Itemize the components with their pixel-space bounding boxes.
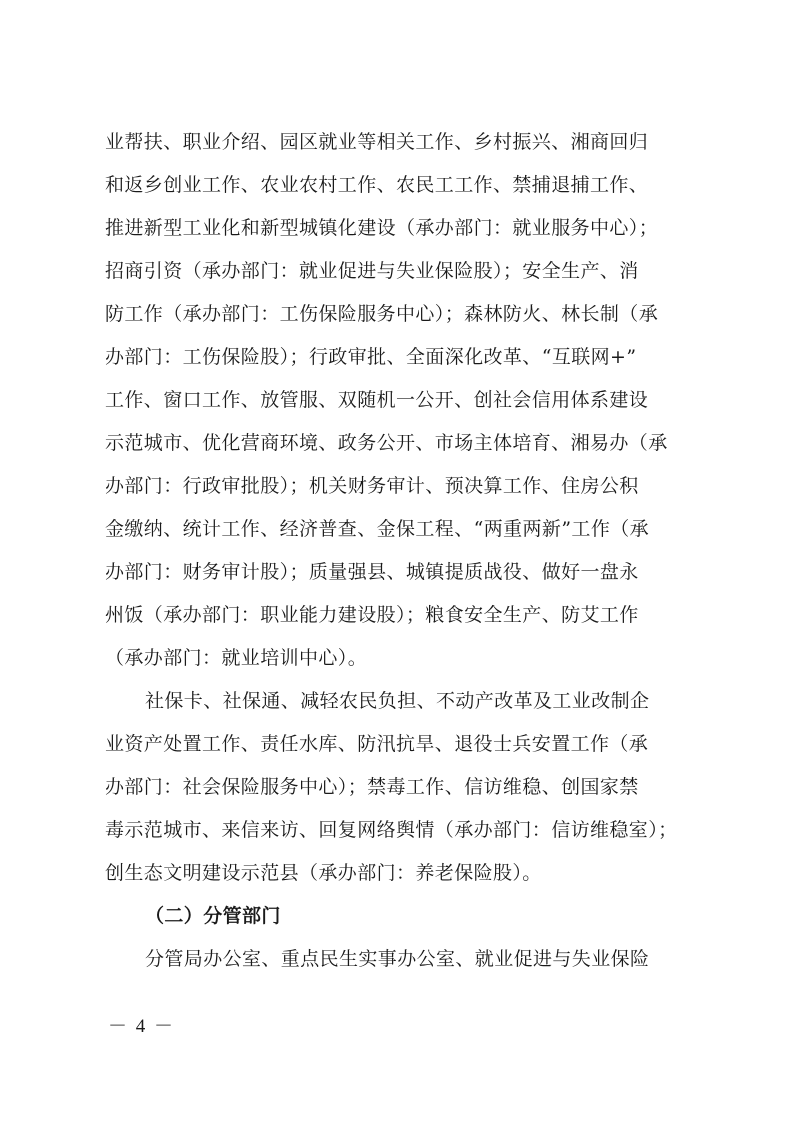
body-line: 办部门：行政审批股）；机关财务审计、预决算工作、住房公积 [105, 475, 639, 497]
body-line: 工作、窗口工作、放管服、双随机一公开、创社会信用体系建设 [105, 389, 649, 411]
body-line: 创生态文明建设示范县（承办部门：养老保险股）。 [105, 862, 542, 884]
body-line: 招商引资（承办部门：就业促进与失业保险股）；安全生产、消 [105, 260, 639, 282]
body-line: （承办部门：就业培训中心）。 [105, 647, 368, 669]
body-line: 办部门：社会保险服务中心）；禁毒工作、信访维稳、创国家禁 [105, 776, 639, 798]
paragraph-start-line: 分管局办公室、重点民生实事办公室、就业促进与失业保险 [145, 948, 650, 970]
body-line: 防工作（承办部门：工伤保险服务中心）；森林防火、林长制（承 [105, 303, 659, 325]
body-line: 和返乡创业工作、农业农村工作、农民工工作、禁捕退捕工作、 [105, 174, 649, 196]
body-line: 办部门：工伤保险股）；行政审批、全面深化改革、“互联网+” [105, 346, 637, 368]
body-line: 金缴纳、统计工作、经济普查、金保工程、“两重两新”工作（承 [105, 518, 650, 540]
section-heading: （二）分管部门 [145, 905, 281, 927]
body-line: 毒示范城市、来信来访、回复网络舆情（承办部门：信访维稳室）； [105, 819, 678, 841]
page-number: － 4 － [108, 1016, 176, 1037]
body-line: 办部门：财务审计股）；质量强县、城镇提质战役、做好一盘永 [105, 561, 639, 583]
body-line: 州饭（承办部门：职业能力建设股）；粮食安全生产、防艾工作 [105, 604, 639, 626]
body-line: 示范城市、优化营商环境、政务公开、市场主体培育、湘易办（承 [105, 432, 668, 454]
body-line: 推进新型工业化和新型城镇化建设（承办部门：就业服务中心）； [105, 217, 659, 239]
body-line: 业帮扶、职业介绍、园区就业等相关工作、乡村振兴、湘商回归 [105, 131, 649, 153]
paragraph-start-line: 社保卡、社保通、减轻农民负担、不动产改革及工业改制企 [145, 690, 650, 712]
body-line: 业资产处置工作、责任水库、防汛抗旱、退役士兵安置工作（承 [105, 733, 649, 755]
